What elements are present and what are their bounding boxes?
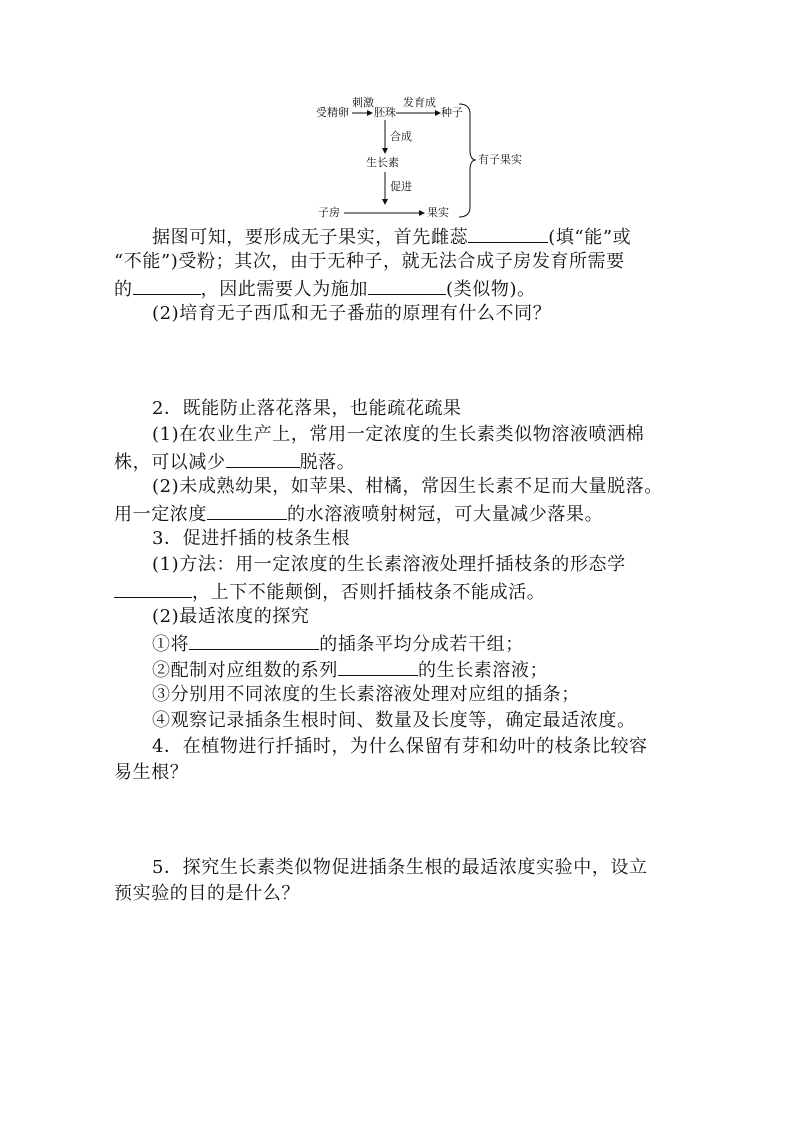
q4-line-1: 4．在植物进行扦插时，为什么保留有芽和幼叶的枝条比较容 (152, 736, 648, 757)
q1-line-1: 据图可知，要形成无子果实，首先雌蕊 (填“能”或 (0, 224, 793, 250)
s3-line-2: ，上下不能颠倒，否则扦插枝条不能成活。 (0, 579, 793, 605)
answer-blank[interactable] (207, 501, 287, 520)
q5-line-2: 预实验的目的是什么？ (114, 883, 300, 904)
s3-step-2: ②配制对应组数的系列 的生长素溶液； (0, 657, 793, 683)
answer-blank[interactable] (226, 449, 300, 468)
label-promote: 促进 (390, 180, 412, 193)
answer-blank[interactable] (468, 224, 548, 243)
label-embryo: 胚珠 (374, 106, 396, 119)
label-seed: 种子 (441, 106, 463, 119)
fruit-formation-diagram (0, 0, 793, 225)
q1-line-3: 的 ，因此需要人为施加 (类似物)。 (0, 276, 793, 302)
label-auxin: 生长素 (366, 156, 399, 169)
label-stimulate: 刺激 (352, 96, 374, 109)
q1-subquestion-2: (2)培育无子西瓜和无子番茄的原理有什么不同？ (152, 303, 552, 324)
q1-line-2: “不能”)受粉；其次，由于无种子，就无法合成子房发育所需要 (114, 251, 625, 272)
s2-line-1: (1)在农业生产上，常用一定浓度的生长素类似物溶液喷洒棉 (152, 424, 645, 445)
label-ovary: 子房 (318, 206, 340, 219)
brace (459, 104, 476, 217)
q4-line-2: 易生根？ (114, 762, 189, 783)
section-2-heading: 2．既能防止落花落果，也能疏花疏果 (152, 398, 462, 419)
answer-blank[interactable] (133, 276, 201, 295)
answer-blank[interactable] (368, 276, 446, 295)
s3-line-3: (2)最适浓度的探究 (152, 606, 310, 627)
s2-line-2: 株，可以减少 脱落。 (0, 449, 793, 475)
section-3-heading: 3．促进扦插的枝条生根 (152, 528, 351, 549)
label-develops-into: 发育成 (403, 96, 436, 109)
s2-line-3: (2)未成熟幼果，如苹果、柑橘，常因生长素不足而大量脱落。 (152, 476, 663, 497)
label-fertilized-egg: 受精卵 (316, 106, 349, 119)
s2-line-4: 用一定浓度 的水溶液喷射树冠，可大量减少落果。 (0, 501, 793, 527)
s3-step-4: ④观察记录插条生根时间、数量及长度等，确定最适浓度。 (152, 710, 636, 731)
s3-step-3: ③分别用不同浓度的生长素溶液处理对应组的插条； (152, 684, 580, 705)
s3-step-1: ①将 的插条平均分成若干组； (0, 631, 793, 657)
answer-blank[interactable] (114, 579, 192, 598)
label-synthesize: 合成 (390, 130, 412, 143)
q5-line-1: 5．探究生长素类似物促进插条生根的最适浓度实验中，设立 (152, 857, 648, 878)
s3-line-1: (1)方法：用一定浓度的生长素溶液处理扦插枝条的形态学 (152, 554, 626, 575)
label-fruit: 果实 (427, 206, 449, 219)
answer-blank[interactable] (189, 631, 319, 650)
answer-blank[interactable] (338, 657, 418, 676)
label-seeded-fruit: 有子果实 (478, 153, 522, 166)
